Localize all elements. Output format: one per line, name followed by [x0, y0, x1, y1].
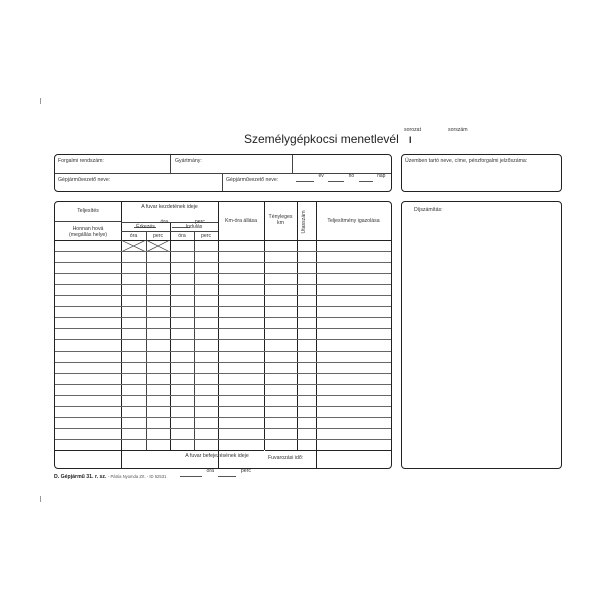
honnan-sub-label: (megállás helye) — [68, 232, 108, 238]
table-row — [55, 262, 391, 263]
vezeto2-label: Gépjárművezető neve: — [226, 177, 279, 183]
table-row — [55, 406, 391, 407]
form-footer — [54, 474, 166, 480]
sorozat-label: sorozat — [404, 127, 422, 133]
tenyleges-label: Tényleges — [268, 214, 293, 220]
tenyleges-km-label: km — [277, 220, 284, 226]
igazolas-label: Teljesítmény igazolása — [327, 218, 380, 224]
nap-label: nap — [377, 173, 386, 179]
sorszam-label: sorszám — [448, 127, 468, 133]
table-row — [55, 284, 391, 285]
ora-label: óra — [206, 468, 214, 474]
erk-perc-label: perc — [152, 233, 164, 239]
dijszamitas-label: Díjszámítás: — [414, 207, 443, 213]
ind-perc-label: perc — [200, 233, 212, 239]
margin-tick — [40, 496, 41, 502]
table-row — [55, 306, 391, 307]
ind-ora-label: óra — [178, 233, 186, 239]
head-line — [121, 231, 218, 232]
end-hour-blank[interactable] — [180, 471, 202, 477]
date-field[interactable] — [296, 164, 391, 179]
utasszam-label: Utasszám — [301, 210, 307, 234]
ho-label: hó — [348, 173, 355, 179]
table-row — [55, 373, 391, 374]
ev-label: év — [318, 173, 324, 179]
fuvar-kezd-time[interactable] — [134, 210, 218, 225]
fuvar-bef-label: A fuvar befejezésének ideje — [185, 453, 249, 459]
table-row — [55, 251, 391, 252]
header-vline — [222, 173, 223, 191]
footer-line — [55, 450, 391, 451]
table-row — [55, 417, 391, 418]
table-row — [55, 439, 391, 440]
end-min-blank[interactable] — [218, 471, 236, 477]
header-vline — [292, 155, 293, 173]
table-row — [55, 273, 391, 274]
perc-label: perc — [194, 219, 205, 225]
table-row — [55, 395, 391, 396]
table-row — [55, 339, 391, 340]
perc-label: perc — [240, 468, 251, 474]
gyartmany-label: Gyártmány: — [175, 158, 202, 164]
header-vline — [170, 155, 171, 173]
fuvarozasi-label: Fuvarozási idő: — [268, 455, 304, 461]
table-row — [55, 428, 391, 429]
publisher-note: - Pátria Nyomda Zrt. - ID 52531 — [107, 474, 167, 479]
table-row — [55, 328, 391, 329]
form-code: D. Gépjármű 31. r. sz. — [54, 474, 107, 480]
table-row — [55, 351, 391, 352]
uzembentarto-label: Üzemben tartó neve, címe, pénzforgalmi jelzőszáma: — [405, 158, 528, 164]
col-line — [170, 222, 171, 450]
page-title: Személygépkocsi menetlevél — [244, 132, 399, 146]
head-line — [55, 240, 391, 241]
margin-tick — [40, 98, 41, 104]
indulas-label: Indulás — [185, 224, 203, 230]
head-line — [55, 221, 121, 222]
dijszamitas-box — [401, 201, 562, 469]
fuvar-kezd-label: A fuvar kezdetének ideje — [141, 204, 198, 210]
ora-label: óra — [160, 219, 168, 225]
table-row — [55, 295, 391, 296]
km-ora-label: Km-óra állása — [224, 218, 257, 224]
honnan-label: Honnan hová — [72, 226, 104, 232]
day-blank[interactable] — [359, 176, 373, 182]
table-row — [55, 362, 391, 363]
teljesites-label: Teljesítés — [77, 208, 99, 214]
table-row — [55, 384, 391, 385]
table-row — [55, 317, 391, 318]
erk-ora-label: óra — [129, 233, 138, 239]
fuvar-bef-time[interactable] — [180, 459, 264, 474]
vezeto1-label: Gépjárművezető neve: — [58, 177, 111, 183]
header-divider — [55, 173, 391, 174]
series-mark: I — [409, 135, 412, 145]
month-blank[interactable] — [328, 176, 344, 182]
forgalmi-label: Forgalmi rendszám: — [58, 158, 104, 164]
year-blank[interactable] — [296, 176, 314, 182]
erkezes-label: Érkezés — [136, 224, 155, 230]
footer-gap — [264, 450, 265, 468]
